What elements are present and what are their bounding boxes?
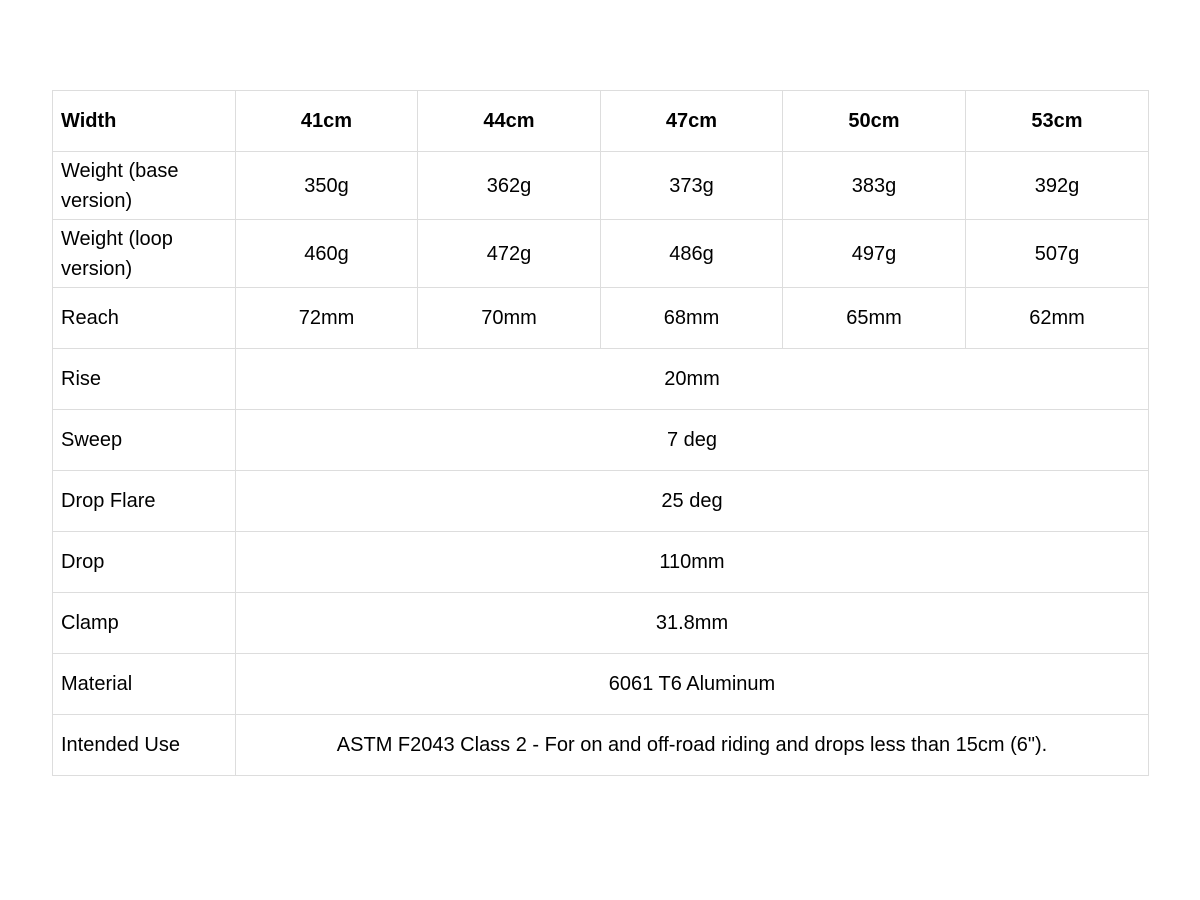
row-label-weight-loop: Weight (loop version) bbox=[53, 220, 236, 288]
table-cell-shared: 6061 T6 Aluminum bbox=[236, 654, 1149, 715]
table-row-rise bbox=[53, 349, 1149, 410]
table-cell: 70mm bbox=[418, 288, 601, 349]
table-cell-shared: 110mm bbox=[236, 532, 1149, 593]
table-cell: 373g bbox=[601, 152, 783, 220]
spec-table bbox=[52, 90, 1149, 776]
table-cell-shared: ASTM F2043 Class 2 - For on and off-road riding and drops less than 15cm (6"). bbox=[236, 715, 1149, 776]
table-row-drop-flare bbox=[53, 471, 1149, 532]
table-cell: 383g bbox=[783, 152, 966, 220]
row-label-clamp: Clamp bbox=[53, 593, 236, 654]
table-cell: 62mm bbox=[966, 288, 1149, 349]
size-header-41cm: 41cm bbox=[236, 91, 418, 152]
table-cell-shared: 20mm bbox=[236, 349, 1149, 410]
table-cell-shared: 31.8mm bbox=[236, 593, 1149, 654]
table-cell: 68mm bbox=[601, 288, 783, 349]
size-header-50cm: 50cm bbox=[783, 91, 966, 152]
table-row-drop bbox=[53, 532, 1149, 593]
table-cell: 72mm bbox=[236, 288, 418, 349]
size-header-53cm: 53cm bbox=[966, 91, 1149, 152]
table-cell: 486g bbox=[601, 220, 783, 288]
row-label-width: Width bbox=[53, 91, 236, 152]
table-cell: 392g bbox=[966, 152, 1149, 220]
row-label-material: Material bbox=[53, 654, 236, 715]
table-cell: 507g bbox=[966, 220, 1149, 288]
table-row-sweep bbox=[53, 410, 1149, 471]
table-row-weight-loop bbox=[53, 220, 1149, 288]
table-cell: 65mm bbox=[783, 288, 966, 349]
table-cell: 362g bbox=[418, 152, 601, 220]
table-row-intended-use bbox=[53, 715, 1149, 776]
table-cell-shared: 7 deg bbox=[236, 410, 1149, 471]
table-row-weight-base bbox=[53, 152, 1149, 220]
size-header-44cm: 44cm bbox=[418, 91, 601, 152]
table-cell: 497g bbox=[783, 220, 966, 288]
row-label-sweep: Sweep bbox=[53, 410, 236, 471]
table-row-reach bbox=[53, 288, 1149, 349]
table-cell: 460g bbox=[236, 220, 418, 288]
table-row-material bbox=[53, 654, 1149, 715]
header-row bbox=[53, 91, 1149, 152]
table-row-clamp bbox=[53, 593, 1149, 654]
row-label-intended-use: Intended Use bbox=[53, 715, 236, 776]
row-label-rise: Rise bbox=[53, 349, 236, 410]
row-label-weight-base: Weight (base version) bbox=[53, 152, 236, 220]
table-cell-shared: 25 deg bbox=[236, 471, 1149, 532]
row-label-reach: Reach bbox=[53, 288, 236, 349]
row-label-drop-flare: Drop Flare bbox=[53, 471, 236, 532]
table-cell: 350g bbox=[236, 152, 418, 220]
size-header-47cm: 47cm bbox=[601, 91, 783, 152]
row-label-drop: Drop bbox=[53, 532, 236, 593]
table-cell: 472g bbox=[418, 220, 601, 288]
